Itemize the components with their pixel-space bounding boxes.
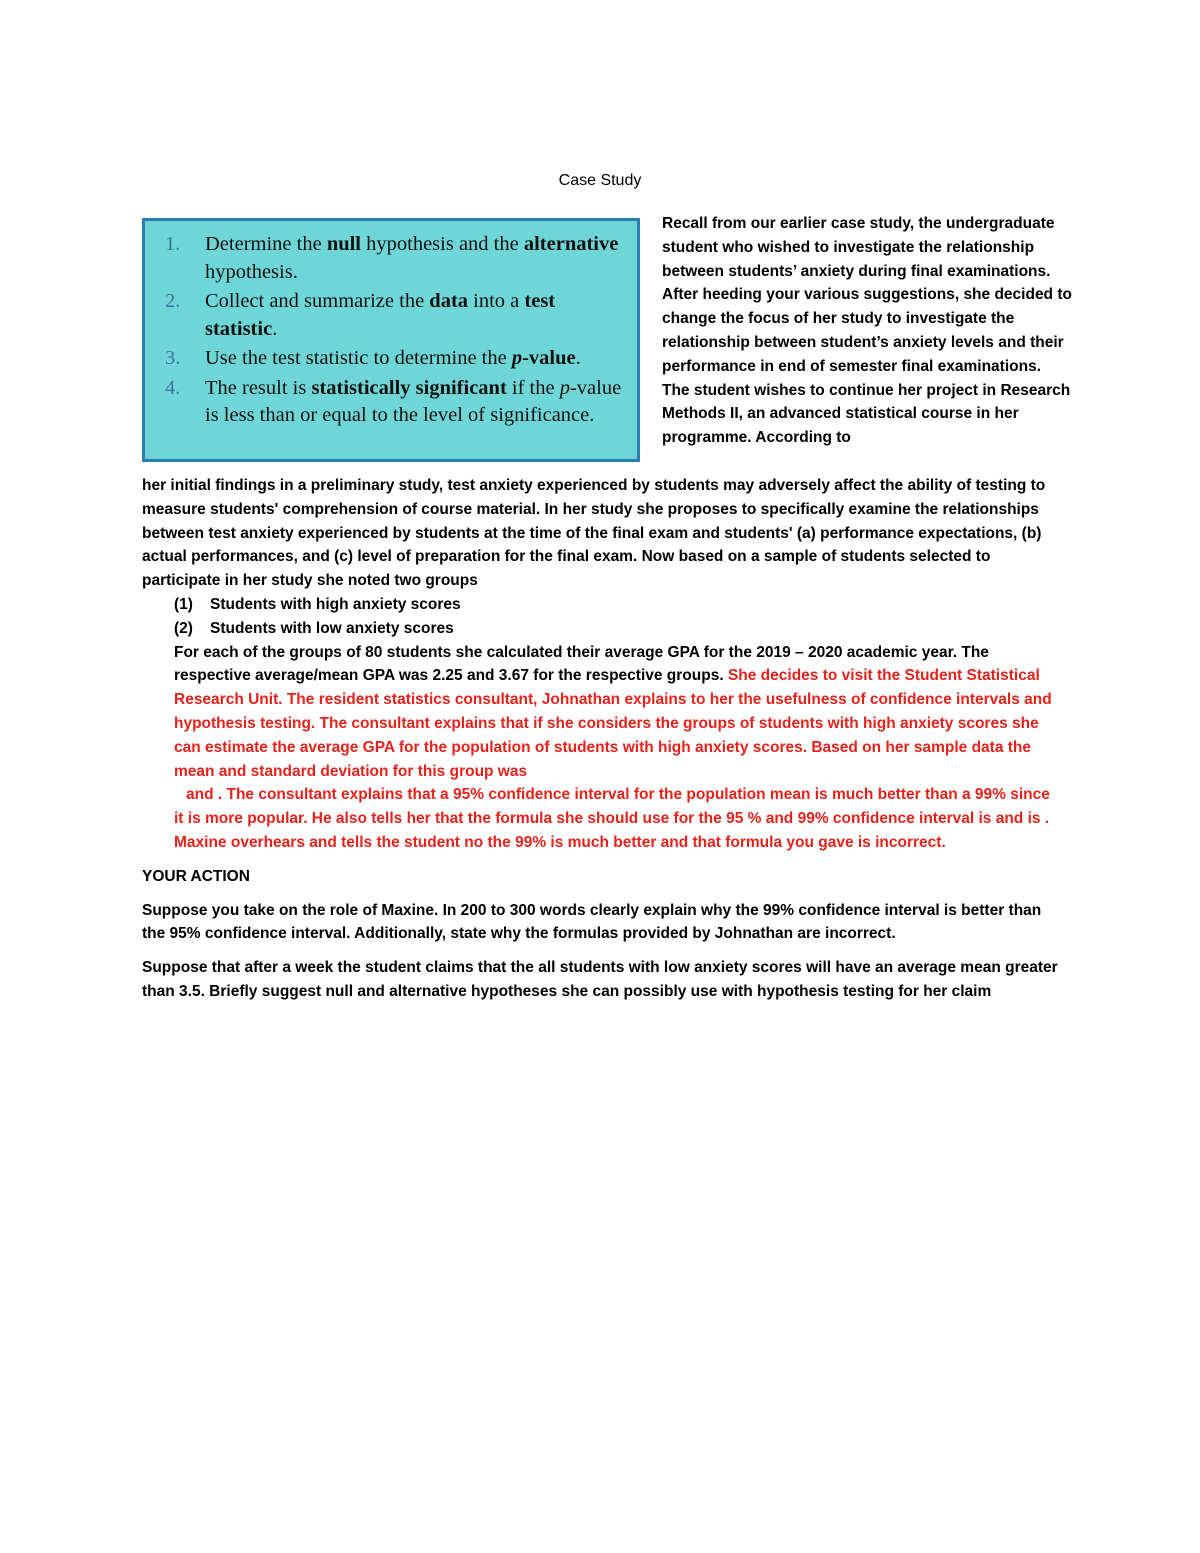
intro-paragraph-continued: her initial findings in a preliminary study, test anxiety experienced by students may adversely affect the ability of testing to measure students' comprehension of course material. In her study she proposes to specifically examine the relationships between test anxiety experienced by students at the time of the final exam and students' (a) performance expectations, (b) actual performances, and (c) level of preparation for the final exam. Now based on a sample of students selected to participate in her study she noted two groups [142, 477, 1046, 590]
main-body [142, 474, 1062, 1004]
gpa-paragraph: For each of the groups of 80 students she calculated their average GPA for the 2019 – 2020 academic year. The respective average/mean GPA was 2.25 and 3.67 for the respective groups. She decides to visit the Student Statistical Research Unit. The resident statistics consultant, Johnathan explains to her the usefulness of confidence intervals and hypothesis testing. The consultant explains that if she considers the groups of students with high anxiety scores she can estimate the average GPA for the population of students with high anxiety scores. Based on her sample data the mean and standard deviation for this group was and . The consultant explains that a 95% confidence interval for the population mean is much better than a 99% since it is more popular. He also tells her that the formula she should use for the 95 % and 99% confidence interval is and is . Maxine overhears and tells the student no the 99% is much better and that formula you gave is incorrect. [174, 643, 1052, 851]
action-heading: YOUR ACTION [142, 867, 250, 885]
step-number: 2. [165, 290, 181, 312]
step-item: 2. Collect and summarize the data into a test statistic. [165, 290, 556, 340]
action-paragraph-1: Suppose you take on the role of Maxine. In 200 to 300 words clearly explain why the 99% confidence interval is better than the 95% confidence interval. Additionally, state why the formulas provided by Johnathan are incorrect. [142, 901, 1042, 943]
consultant-text: She decides to visit the Student Statistical Research Unit. The resident statistics consultant, Johnathan explains to her the usefulness of confidence intervals and hypothesis testing. The consultant explains that if she considers the groups of students with high anxiety scores she can estimate the average GPA for the population of students with high anxiety scores. Based on her sample data the mean and standard deviation for this group was [174, 667, 1052, 780]
action-paragraph-2: Suppose that after a week the student claims that the all students with low anxiety scores will have an average mean greater than 3.5. Briefly suggest null and alternative hypotheses she can possibly use with hypothesis testing for her claim [142, 959, 1058, 1000]
step-number: 3. [165, 347, 181, 369]
list-item: (2) Students with low anxiety scores [174, 619, 454, 637]
page-title: Case Study [558, 172, 642, 189]
step-number: 1. [165, 233, 181, 255]
intro-paragraph-right: Recall from our earlier case study, the undergraduate student who wished to investigate the relationship between students’ anxiety during final examinations. After heeding your various suggestions, she decided to change the focus of her study to investigate the relationship between student’s anxiety levels and their performance in end of semester final examinations. The student wishes to continue her project in Research Methods II, an advanced statistical course in her programme. According to [662, 215, 1072, 447]
step-number: 4. [165, 376, 181, 399]
step-item: 3. Use the test statistic to determine the p-value. [165, 345, 623, 373]
steps-list [165, 231, 623, 430]
step-item: 1. Determine the null hypothesis and the alternative hypothesis. [165, 233, 619, 283]
list-item: (1) Students with high anxiety scores [174, 595, 461, 613]
step-item: 4. The result is statistically significant if the p-value is less than or equal to the level of significance. [165, 376, 622, 426]
consultant-text-continued: and . The consultant explains that a 95% confidence interval for the population mean is much better than a 99% since it is more popular. He also tells her that the formula she should use for the 95 % and 99% confidence interval is and is . Maxine overhears and tells the student no the 99% is much better and that formula you gave is incorrect. [174, 786, 1050, 851]
groups-list [142, 593, 1062, 641]
hypothesis-steps-box [142, 218, 640, 462]
